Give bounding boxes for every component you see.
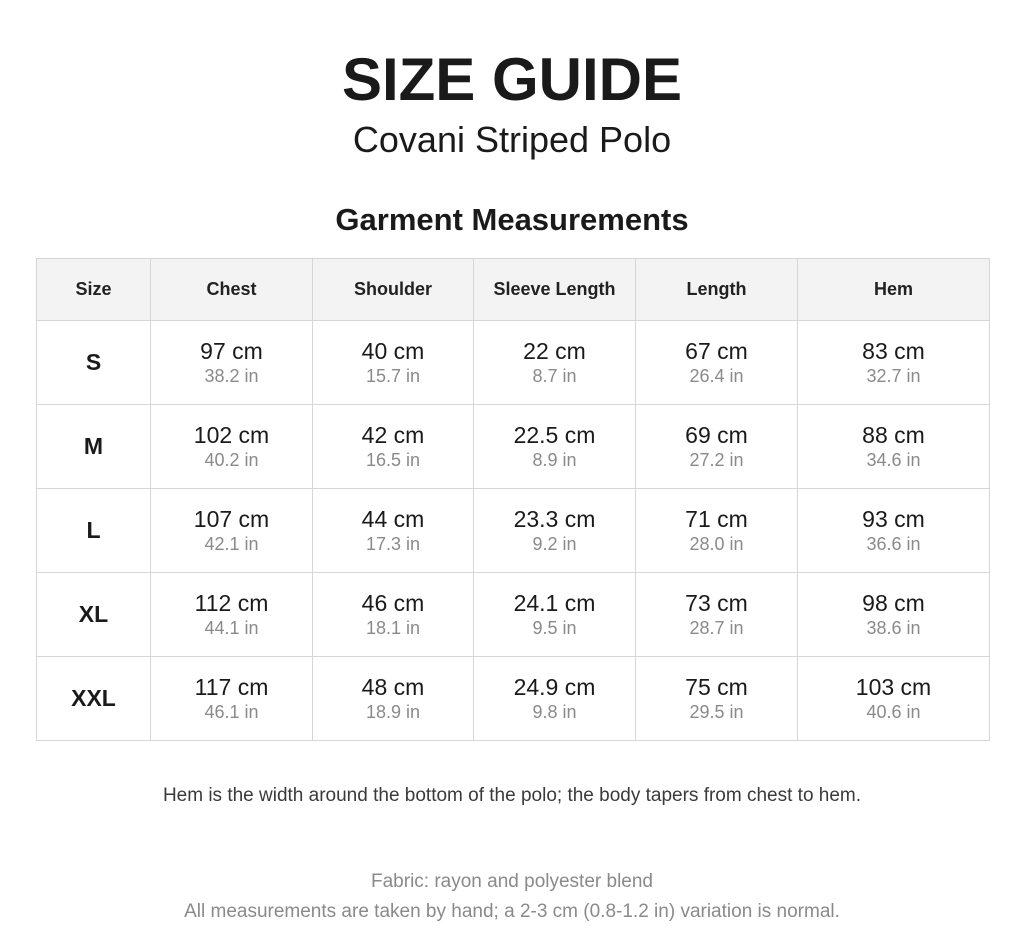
measurement-disclaimer: All measurements are taken by hand; a 2-3 cm (0.8-1.2 in) variation is normal. <box>184 901 840 922</box>
hem-cell <box>798 405 990 489</box>
length-cell <box>636 657 798 741</box>
size-label: M <box>37 405 151 489</box>
inch-value: 29.5 in <box>689 701 744 722</box>
cm-value: 102 cm <box>193 421 270 448</box>
table-row <box>37 489 990 573</box>
inch-value: 34.6 in <box>866 449 921 470</box>
column-header-sleeve-length: Sleeve Length <box>474 259 636 321</box>
cm-value: 88 cm <box>862 421 925 448</box>
inch-value: 16.5 in <box>365 449 421 470</box>
cm-value: 83 cm <box>862 337 925 364</box>
inch-value: 38.2 in <box>204 365 259 386</box>
sleeve-length-cell <box>474 489 636 573</box>
chest-cell <box>151 657 313 741</box>
cm-value: 73 cm <box>685 589 748 616</box>
table-row <box>37 657 990 741</box>
inch-value: 32.7 in <box>866 365 921 386</box>
cm-value: 117 cm <box>194 673 269 700</box>
inch-value: 9.2 in <box>532 533 577 554</box>
sleeve-length-cell <box>474 321 636 405</box>
cm-value: 67 cm <box>685 337 748 364</box>
cm-value: 23.3 cm <box>513 505 596 532</box>
cm-value: 48 cm <box>361 673 425 700</box>
cm-value: 24.1 cm <box>513 589 596 616</box>
cm-value: 42 cm <box>361 421 425 448</box>
inch-value: 42.1 in <box>204 533 259 554</box>
size-label: L <box>37 489 151 573</box>
inch-value: 8.7 in <box>532 365 577 386</box>
cm-value: 22 cm <box>523 337 586 364</box>
column-header-chest: Chest <box>151 259 313 321</box>
length-cell <box>636 489 798 573</box>
shoulder-cell <box>313 321 474 405</box>
column-header-shoulder: Shoulder <box>313 259 474 321</box>
cm-value: 107 cm <box>193 505 270 532</box>
cm-value: 71 cm <box>685 505 748 532</box>
inch-value: 38.6 in <box>866 617 921 638</box>
cm-value: 103 cm <box>855 673 932 700</box>
table-header-row <box>37 259 990 321</box>
inch-value: 15.7 in <box>365 365 421 386</box>
hem-cell <box>798 321 990 405</box>
cm-value: 46 cm <box>361 589 425 616</box>
inch-value: 28.7 in <box>689 617 744 638</box>
length-cell <box>636 405 798 489</box>
chest-cell <box>151 321 313 405</box>
inch-value: 9.8 in <box>532 701 577 722</box>
cm-value: 75 cm <box>685 673 748 700</box>
inch-value: 17.3 in <box>365 533 421 554</box>
cm-value: 69 cm <box>685 421 748 448</box>
table-row <box>37 321 990 405</box>
chest-cell <box>151 573 313 657</box>
size-table <box>36 258 990 741</box>
column-header-size: Size <box>37 259 151 321</box>
column-header-length: Length <box>636 259 798 321</box>
inch-value: 36.6 in <box>866 533 921 554</box>
chest-cell <box>151 489 313 573</box>
hem-cell <box>798 573 990 657</box>
shoulder-cell <box>313 657 474 741</box>
sleeve-length-cell <box>474 573 636 657</box>
inch-value: 18.1 in <box>365 617 421 638</box>
inch-value: 9.5 in <box>532 617 577 638</box>
inch-value: 28.0 in <box>689 533 744 554</box>
fabric-note: Fabric: rayon and polyester blend <box>371 871 653 892</box>
cm-value: 112 cm <box>194 589 269 616</box>
cm-value: 24.9 cm <box>513 673 596 700</box>
hem-note: Hem is the width around the bottom of the polo; the body tapers from chest to hem. <box>162 785 862 806</box>
chest-cell <box>151 405 313 489</box>
table-row <box>37 573 990 657</box>
hem-cell <box>798 657 990 741</box>
inch-value: 18.9 in <box>365 701 421 722</box>
section-title: Garment Measurements <box>335 202 689 237</box>
cm-value: 40 cm <box>361 337 425 364</box>
column-header-hem: Hem <box>798 259 990 321</box>
inch-value: 46.1 in <box>204 701 259 722</box>
size-label: XXL <box>37 657 151 741</box>
hem-cell <box>798 489 990 573</box>
size-label: XL <box>37 573 151 657</box>
cm-value: 22.5 cm <box>513 421 596 448</box>
page-title: SIZE GUIDE <box>341 46 683 113</box>
shoulder-cell <box>313 405 474 489</box>
inch-value: 40.2 in <box>204 449 259 470</box>
length-cell <box>636 321 798 405</box>
inch-value: 26.4 in <box>689 365 744 386</box>
cm-value: 98 cm <box>862 589 925 616</box>
size-label: S <box>37 321 151 405</box>
length-cell <box>636 573 798 657</box>
sleeve-length-cell <box>474 657 636 741</box>
shoulder-cell <box>313 489 474 573</box>
table-row <box>37 405 990 489</box>
inch-value: 44.1 in <box>204 617 259 638</box>
inch-value: 40.6 in <box>866 701 921 722</box>
inch-value: 8.9 in <box>532 449 577 470</box>
sleeve-length-cell <box>474 405 636 489</box>
cm-value: 93 cm <box>862 505 925 532</box>
cm-value: 97 cm <box>200 337 263 364</box>
cm-value: 44 cm <box>361 505 425 532</box>
inch-value: 27.2 in <box>689 449 744 470</box>
shoulder-cell <box>313 573 474 657</box>
product-name: Covani Striped Polo <box>352 119 672 160</box>
